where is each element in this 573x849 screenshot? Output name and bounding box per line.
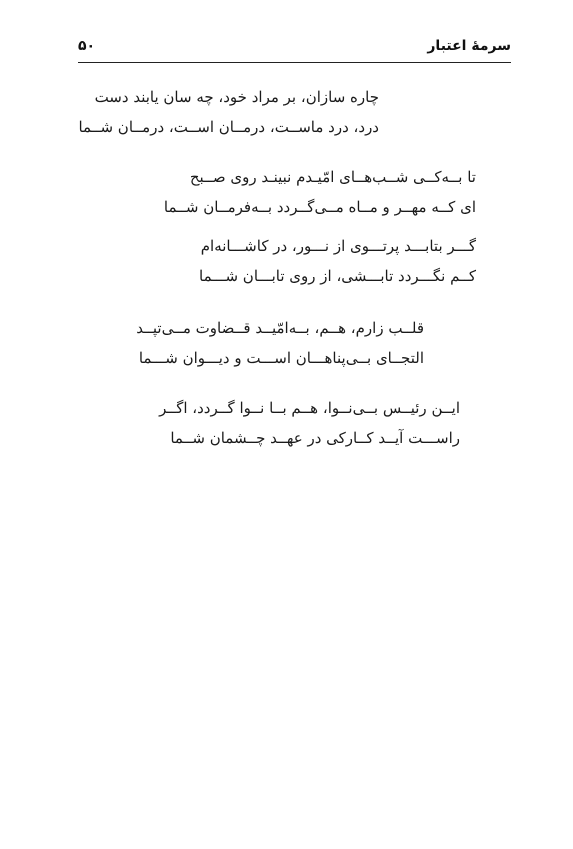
verse-line: چاره سازان، بر مراد خود، چه سان یابند دست xyxy=(94,88,379,106)
verse-line: تا بــه‌کــی شــب‌هــای امّیـدم نبینـد روی صــبح xyxy=(189,168,476,186)
running-title: سرمهٔ اعتبار xyxy=(427,38,511,54)
page-number: ۵۰ xyxy=(78,38,96,54)
verse-line: گـــر بتابـــد پرتـــوی از نـــور، در کاشـــانه‌ام xyxy=(200,237,476,255)
verse-line: ایــن رئیــس بــی‌نــوا، هــم بــا نــوا گــردد، اگــر xyxy=(159,399,460,417)
verse-line: راســـت آیــد کــارکی در عهــد چــشمان شــما xyxy=(170,429,460,447)
stanza-2 xyxy=(163,162,476,222)
stanza-4 xyxy=(134,313,424,373)
stanza-3 xyxy=(176,231,476,291)
verse-line: قلــب زارم، هــم، بــه‌امّیــد قــضاوت مــی‌تپــد xyxy=(136,319,424,337)
verse-line: کــم نگـــردد تابـــشی، از روی تابـــان شـــما xyxy=(199,267,476,285)
verse-line: التجــای بــی‌پناهـــان اســـت و دیـــوان شـــما xyxy=(138,349,424,367)
verse-line: ای کــه مهــر و مــاه مــی‌گــردد بــه‌فرمــان شــما xyxy=(163,198,476,216)
verse-line: درد، درد ماســت، درمــان اســت، درمــان شــما xyxy=(78,118,379,136)
page-header xyxy=(78,32,511,63)
stanza-5 xyxy=(160,393,460,453)
stanza-1 xyxy=(78,82,379,142)
